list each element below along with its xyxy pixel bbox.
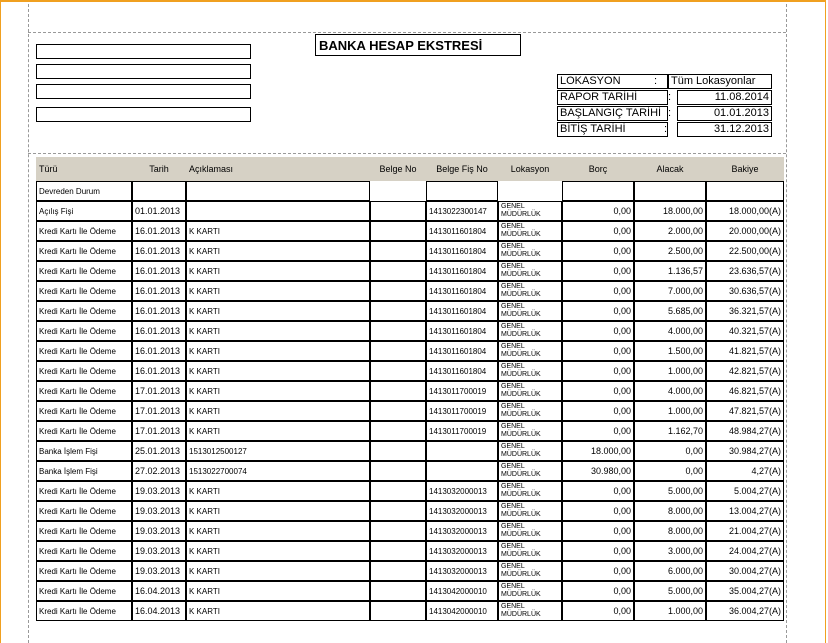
cell-type: Kredi Kartı İle Ödeme <box>36 521 132 541</box>
cell-debit: 0,00 <box>562 421 634 441</box>
cell-debit: 30.980,00 <box>562 461 634 481</box>
cell-credit: 3.000,00 <box>634 541 706 561</box>
cell-debit: 0,00 <box>562 341 634 361</box>
cell-type: Kredi Kartı İle Ödeme <box>36 241 132 261</box>
header-blank-box <box>36 84 251 99</box>
cell-slip-no: 1413022300147 <box>426 201 498 221</box>
cell-document-no <box>370 501 426 521</box>
cell-location: GENEL MÜDÜRLÜK <box>498 541 562 561</box>
cell-date: 16.01.2013 <box>132 341 186 361</box>
colon: : <box>654 75 658 87</box>
margin-guide-left <box>28 4 29 643</box>
cell-document-no <box>370 341 426 361</box>
cell-balance: 18.000,00(A) <box>706 201 784 221</box>
cell-slip-no <box>426 441 498 461</box>
col-header-balance: Bakiye <box>706 157 784 181</box>
cell-type: Banka İşlem Fişi <box>36 441 132 461</box>
table-row <box>36 341 784 361</box>
cell-document-no <box>370 601 426 621</box>
cell-balance: 13.004,27(A) <box>706 501 784 521</box>
cell-credit: 1.136,57 <box>634 261 706 281</box>
cell-document-no <box>370 201 426 221</box>
cell-debit: 0,00 <box>562 201 634 221</box>
table-row <box>36 201 784 221</box>
colon: : <box>668 107 672 119</box>
cell-credit: 0,00 <box>634 461 706 481</box>
cell-location: GENEL MÜDÜRLÜK <box>498 301 562 321</box>
cell-document-no <box>370 301 426 321</box>
table-row <box>36 381 784 401</box>
cell-credit: 2.500,00 <box>634 241 706 261</box>
cell-slip-no: 1413011601804 <box>426 241 498 261</box>
cell-document-no <box>370 541 426 561</box>
cell-description: K KARTI <box>186 561 370 581</box>
cell-document-no <box>370 181 426 201</box>
cell-balance: 20.000,00(A) <box>706 221 784 241</box>
cell-document-no <box>370 221 426 241</box>
cell-document-no <box>370 281 426 301</box>
cell-balance: 30.984,27(A) <box>706 441 784 461</box>
cell-slip-no: 1413011700019 <box>426 381 498 401</box>
cell-type: Kredi Kartı İle Ödeme <box>36 261 132 281</box>
cell-type: Kredi Kartı İle Ödeme <box>36 581 132 601</box>
cell-credit: 6.000,00 <box>634 561 706 581</box>
margin-guide-right <box>786 4 787 643</box>
cell-document-no <box>370 441 426 461</box>
cell-credit: 1.162,70 <box>634 421 706 441</box>
cell-location <box>498 181 562 201</box>
cell-description: K KARTI <box>186 221 370 241</box>
cell-debit: 0,00 <box>562 481 634 501</box>
header-blank-box <box>36 44 251 59</box>
cell-slip-no: 1413011601804 <box>426 341 498 361</box>
cell-type: Kredi Kartı İle Ödeme <box>36 301 132 321</box>
cell-type: Kredi Kartı İle Ödeme <box>36 221 132 241</box>
cell-date: 27.02.2013 <box>132 461 186 481</box>
cell-document-no <box>370 581 426 601</box>
cell-date <box>132 181 186 201</box>
cell-credit: 18.000,00 <box>634 201 706 221</box>
cell-location: GENEL MÜDÜRLÜK <box>498 261 562 281</box>
table-row <box>36 561 784 581</box>
cell-location: GENEL MÜDÜRLÜK <box>498 501 562 521</box>
cell-location: GENEL MÜDÜRLÜK <box>498 201 562 221</box>
cell-slip-no: 1413042000010 <box>426 601 498 621</box>
cell-type: Kredi Kartı İle Ödeme <box>36 421 132 441</box>
cell-debit: 0,00 <box>562 521 634 541</box>
colon: : <box>664 123 668 135</box>
cell-document-no <box>370 561 426 581</box>
table-row <box>36 301 784 321</box>
cell-debit <box>562 181 634 201</box>
header-blank-box <box>36 107 251 122</box>
cell-credit: 0,00 <box>634 441 706 461</box>
location-value: Tüm Lokasyonlar <box>668 74 772 89</box>
cell-balance: 36.321,57(A) <box>706 301 784 321</box>
report-date-value: 11.08.2014 <box>677 90 772 105</box>
table-row <box>36 481 784 501</box>
table-row <box>36 601 784 621</box>
cell-description: K KARTI <box>186 281 370 301</box>
cell-debit: 0,00 <box>562 401 634 421</box>
cell-type: Kredi Kartı İle Ödeme <box>36 401 132 421</box>
cell-type: Kredi Kartı İle Ödeme <box>36 321 132 341</box>
cell-credit: 4.000,00 <box>634 381 706 401</box>
cell-credit: 1.000,00 <box>634 361 706 381</box>
cell-location: GENEL MÜDÜRLÜK <box>498 441 562 461</box>
cell-slip-no: 1413011700019 <box>426 401 498 421</box>
cell-type: Kredi Kartı İle Ödeme <box>36 381 132 401</box>
col-header-location: Lokasyon <box>498 157 562 181</box>
cell-date: 19.03.2013 <box>132 541 186 561</box>
cell-debit: 0,00 <box>562 601 634 621</box>
cell-location: GENEL MÜDÜRLÜK <box>498 221 562 241</box>
cell-balance: 5.004,27(A) <box>706 481 784 501</box>
cell-balance: 48.984,27(A) <box>706 421 784 441</box>
cell-slip-no: 1413032000013 <box>426 541 498 561</box>
cell-description: 1513022700074 <box>186 461 370 481</box>
cell-slip-no: 1413032000013 <box>426 501 498 521</box>
cell-credit: 5.000,00 <box>634 581 706 601</box>
col-header-description: Açıklaması <box>186 157 370 181</box>
cell-date: 19.03.2013 <box>132 501 186 521</box>
cell-date: 16.01.2013 <box>132 281 186 301</box>
cell-credit: 4.000,00 <box>634 321 706 341</box>
cell-location: GENEL MÜDÜRLÜK <box>498 321 562 341</box>
cell-debit: 0,00 <box>562 281 634 301</box>
cell-document-no <box>370 521 426 541</box>
cell-credit <box>634 181 706 201</box>
cell-type: Kredi Kartı İle Ödeme <box>36 341 132 361</box>
cell-type: Kredi Kartı İle Ödeme <box>36 481 132 501</box>
cell-balance: 21.004,27(A) <box>706 521 784 541</box>
cell-description: K KARTI <box>186 301 370 321</box>
start-date-label: BAŞLANGIÇ TARİHİ <box>557 106 668 121</box>
cell-type: Kredi Kartı İle Ödeme <box>36 361 132 381</box>
cell-date: 17.01.2013 <box>132 381 186 401</box>
cell-balance: 42.821,57(A) <box>706 361 784 381</box>
statement-table <box>36 157 784 621</box>
cell-date: 16.01.2013 <box>132 321 186 341</box>
cell-debit: 0,00 <box>562 321 634 341</box>
cell-credit: 7.000,00 <box>634 281 706 301</box>
cell-date: 19.03.2013 <box>132 481 186 501</box>
cell-description: K KARTI <box>186 501 370 521</box>
cell-credit: 2.000,00 <box>634 221 706 241</box>
table-row <box>36 221 784 241</box>
cell-description: K KARTI <box>186 581 370 601</box>
cell-date: 16.01.2013 <box>132 301 186 321</box>
table-row <box>36 581 784 601</box>
cell-credit: 8.000,00 <box>634 521 706 541</box>
table-row <box>36 521 784 541</box>
cell-slip-no: 1413011601804 <box>426 301 498 321</box>
cell-date: 25.01.2013 <box>132 441 186 461</box>
cell-type: Kredi Kartı İle Ödeme <box>36 541 132 561</box>
cell-location: GENEL MÜDÜRLÜK <box>498 341 562 361</box>
cell-balance: 30.636,57(A) <box>706 281 784 301</box>
cell-description: 1513012500127 <box>186 441 370 461</box>
cell-location: GENEL MÜDÜRLÜK <box>498 481 562 501</box>
table-row <box>36 241 784 261</box>
cell-debit: 0,00 <box>562 581 634 601</box>
cell-balance: 47.821,57(A) <box>706 401 784 421</box>
col-header-credit: Alacak <box>634 157 706 181</box>
cell-slip-no: 1413042000010 <box>426 581 498 601</box>
cell-location: GENEL MÜDÜRLÜK <box>498 281 562 301</box>
table-row <box>36 441 784 461</box>
cell-description: K KARTI <box>186 601 370 621</box>
header-blank-box <box>36 64 251 79</box>
cell-description: K KARTI <box>186 401 370 421</box>
cell-debit: 0,00 <box>562 261 634 281</box>
col-header-date: Tarih <box>132 157 186 181</box>
cell-debit: 0,00 <box>562 301 634 321</box>
cell-debit: 0,00 <box>562 541 634 561</box>
table-row <box>36 541 784 561</box>
cell-description: K KARTI <box>186 261 370 281</box>
cell-balance: 4,27(A) <box>706 461 784 481</box>
table-row <box>36 261 784 281</box>
cell-date: 16.01.2013 <box>132 361 186 381</box>
cell-document-no <box>370 481 426 501</box>
table-row <box>36 281 784 301</box>
cell-document-no <box>370 361 426 381</box>
cell-balance: 40.321,57(A) <box>706 321 784 341</box>
table-row <box>36 501 784 521</box>
end-date-value: 31.12.2013 <box>677 122 772 137</box>
table-row <box>36 181 784 201</box>
cell-type: Kredi Kartı İle Ödeme <box>36 501 132 521</box>
table-row <box>36 321 784 341</box>
cell-slip-no: 1413032000013 <box>426 561 498 581</box>
cell-description: K KARTI <box>186 341 370 361</box>
start-date-value: 01.01.2013 <box>677 106 772 121</box>
cell-location: GENEL MÜDÜRLÜK <box>498 521 562 541</box>
col-header-slip-no: Belge Fiş No <box>426 157 498 181</box>
cell-balance: 22.500,00(A) <box>706 241 784 261</box>
margin-guide-top <box>28 32 786 33</box>
cell-debit: 0,00 <box>562 241 634 261</box>
cell-credit: 8.000,00 <box>634 501 706 521</box>
table-row <box>36 461 784 481</box>
header-guide <box>28 153 786 154</box>
cell-location: GENEL MÜDÜRLÜK <box>498 601 562 621</box>
cell-type: Açılış Fişi <box>36 201 132 221</box>
cell-balance: 41.821,57(A) <box>706 341 784 361</box>
cell-balance: 23.636,57(A) <box>706 261 784 281</box>
cell-credit: 5.000,00 <box>634 481 706 501</box>
col-header-document-no: Belge No <box>370 157 426 181</box>
cell-debit: 0,00 <box>562 221 634 241</box>
cell-credit: 1.000,00 <box>634 601 706 621</box>
cell-date: 16.04.2013 <box>132 601 186 621</box>
report-date-label: RAPOR TARİHİ <box>557 90 668 105</box>
cell-date: 19.03.2013 <box>132 561 186 581</box>
location-label: LOKASYON <box>557 74 668 89</box>
cell-slip-no <box>426 181 498 201</box>
cell-document-no <box>370 261 426 281</box>
cell-description: K KARTI <box>186 361 370 381</box>
cell-date: 01.01.2013 <box>132 201 186 221</box>
cell-description: K KARTI <box>186 241 370 261</box>
cell-date: 19.03.2013 <box>132 521 186 541</box>
cell-document-no <box>370 461 426 481</box>
cell-balance <box>706 181 784 201</box>
cell-description: K KARTI <box>186 421 370 441</box>
col-header-type: Türü <box>36 157 132 181</box>
cell-type: Devreden Durum <box>36 181 132 201</box>
cell-document-no <box>370 241 426 261</box>
end-date-label: BİTİŞ TARİHİ <box>557 122 668 137</box>
cell-location: GENEL MÜDÜRLÜK <box>498 361 562 381</box>
cell-slip-no: 1413011601804 <box>426 361 498 381</box>
cell-location: GENEL MÜDÜRLÜK <box>498 461 562 481</box>
table-row <box>36 361 784 381</box>
cell-slip-no: 1413011601804 <box>426 261 498 281</box>
cell-balance: 24.004,27(A) <box>706 541 784 561</box>
cell-location: GENEL MÜDÜRLÜK <box>498 381 562 401</box>
cell-credit: 1.500,00 <box>634 341 706 361</box>
colon: : <box>668 91 672 103</box>
cell-description <box>186 181 370 201</box>
cell-debit: 18.000,00 <box>562 441 634 461</box>
cell-description <box>186 201 370 221</box>
col-header-debit: Borç <box>562 157 634 181</box>
cell-slip-no: 1413032000013 <box>426 521 498 541</box>
cell-location: GENEL MÜDÜRLÜK <box>498 401 562 421</box>
cell-description: K KARTI <box>186 321 370 341</box>
table-row <box>36 401 784 421</box>
cell-credit: 1.000,00 <box>634 401 706 421</box>
cell-document-no <box>370 321 426 341</box>
cell-credit: 5.685,00 <box>634 301 706 321</box>
cell-description: K KARTI <box>186 481 370 501</box>
cell-balance: 46.821,57(A) <box>706 381 784 401</box>
table-header-row <box>36 157 784 181</box>
cell-location: GENEL MÜDÜRLÜK <box>498 561 562 581</box>
cell-slip-no: 1413011700019 <box>426 421 498 441</box>
cell-type: Banka İşlem Fişi <box>36 461 132 481</box>
cell-date: 16.04.2013 <box>132 581 186 601</box>
cell-balance: 36.004,27(A) <box>706 601 784 621</box>
table-row <box>36 421 784 441</box>
cell-description: K KARTI <box>186 521 370 541</box>
cell-date: 17.01.2013 <box>132 401 186 421</box>
cell-slip-no: 1413011601804 <box>426 281 498 301</box>
cell-type: Kredi Kartı İle Ödeme <box>36 561 132 581</box>
cell-debit: 0,00 <box>562 561 634 581</box>
cell-document-no <box>370 381 426 401</box>
report-title: BANKA HESAP EKSTRESİ <box>315 34 521 56</box>
cell-location: GENEL MÜDÜRLÜK <box>498 581 562 601</box>
cell-location: GENEL MÜDÜRLÜK <box>498 241 562 261</box>
cell-date: 16.01.2013 <box>132 221 186 241</box>
cell-type: Kredi Kartı İle Ödeme <box>36 601 132 621</box>
cell-slip-no: 1413011601804 <box>426 221 498 241</box>
cell-description: K KARTI <box>186 381 370 401</box>
cell-date: 17.01.2013 <box>132 421 186 441</box>
cell-balance: 30.004,27(A) <box>706 561 784 581</box>
cell-debit: 0,00 <box>562 501 634 521</box>
cell-slip-no <box>426 461 498 481</box>
cell-date: 16.01.2013 <box>132 241 186 261</box>
cell-location: GENEL MÜDÜRLÜK <box>498 421 562 441</box>
cell-document-no <box>370 401 426 421</box>
cell-date: 16.01.2013 <box>132 261 186 281</box>
cell-slip-no: 1413011601804 <box>426 321 498 341</box>
cell-document-no <box>370 421 426 441</box>
cell-type: Kredi Kartı İle Ödeme <box>36 281 132 301</box>
cell-balance: 35.004,27(A) <box>706 581 784 601</box>
cell-debit: 0,00 <box>562 361 634 381</box>
cell-slip-no: 1413032000013 <box>426 481 498 501</box>
cell-description: K KARTI <box>186 541 370 561</box>
cell-debit: 0,00 <box>562 381 634 401</box>
